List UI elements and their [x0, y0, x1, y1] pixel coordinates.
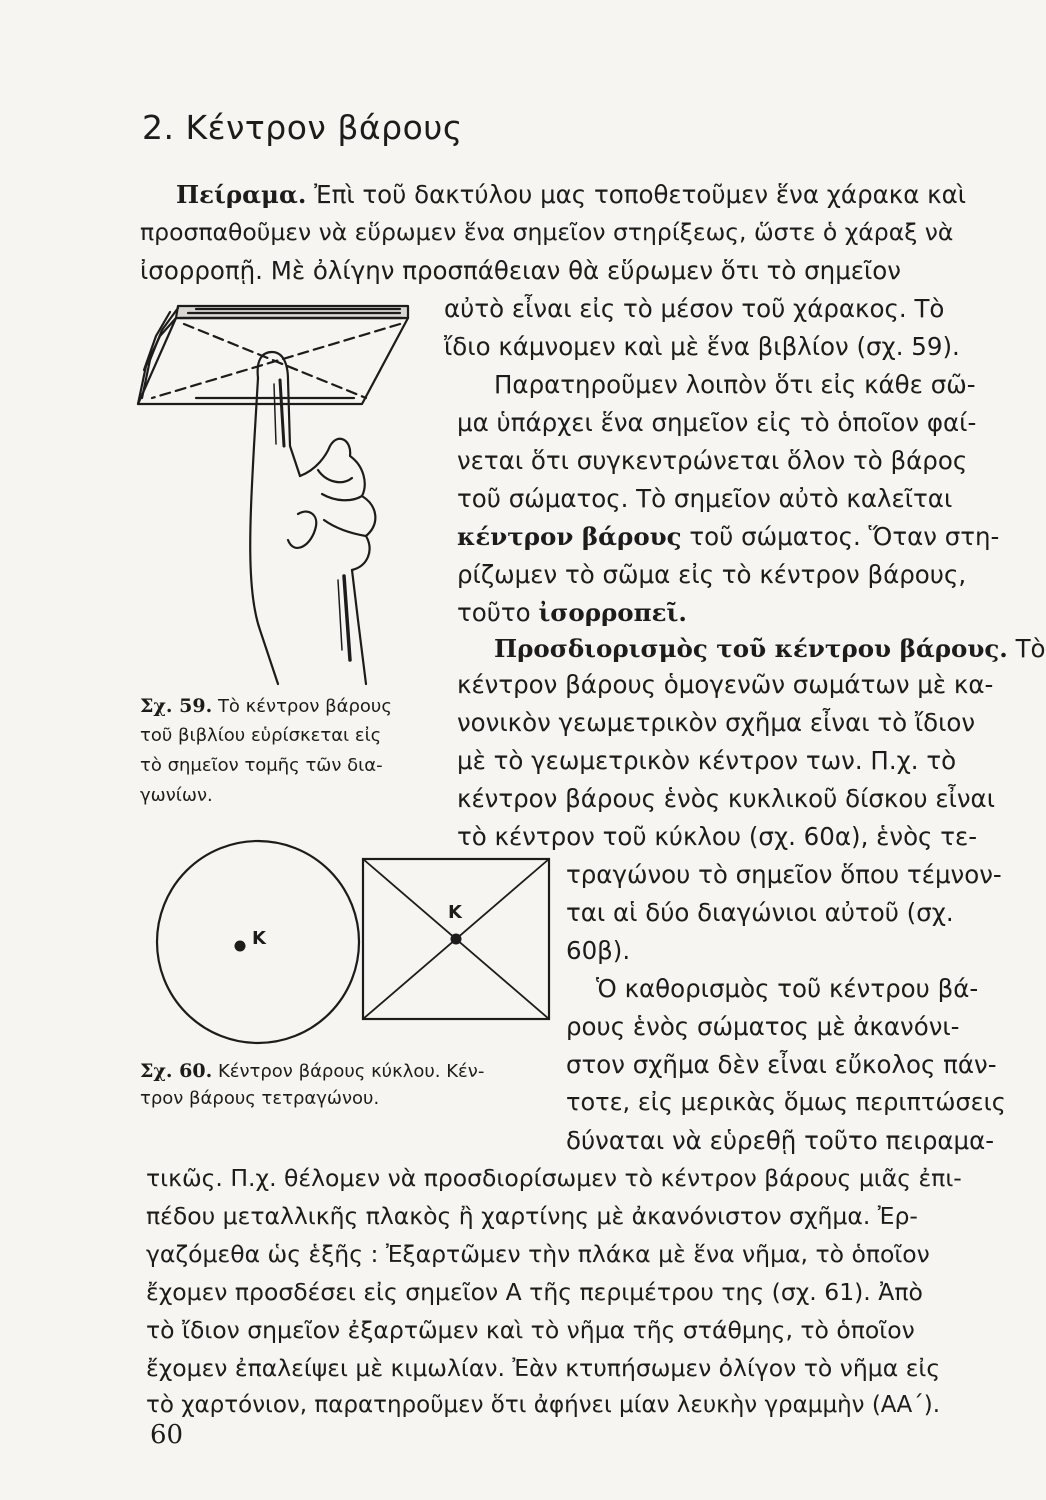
- figure-59-caption-line-4: γωνίων.: [140, 785, 213, 806]
- figure-60-caption-line-2: τρον βάρους τετραγώνου.: [140, 1088, 380, 1109]
- circle-center-point: [235, 941, 246, 952]
- determination-line-3: νονικὸν γεωμετρικὸν σχῆμα εἶναι τὸ ἴδιον: [457, 708, 976, 737]
- square-center-point: [451, 934, 462, 945]
- page-number: 60: [150, 1420, 184, 1450]
- figure-59-label: Σχ. 59.: [140, 695, 213, 717]
- determination-p2-line-1: Ὁ καθορισμὸς τοῦ κέντρου βά-: [596, 974, 979, 1003]
- circle-center-label: K: [252, 928, 266, 949]
- square-center-label: K: [448, 902, 462, 923]
- determination-p2-line-7: πέδου μεταλλικῆς πλακὸς ἢ χαρτίνης μὲ ἀκανόνιστον σχῆμα. Ἐρ-: [146, 1202, 918, 1230]
- determination-p2-line-9: ἔχομεν προσδέσει εἰς σημεῖον Α τῆς περιμέτρου της (σχ. 61). Ἀπὸ: [146, 1278, 923, 1306]
- figure-59-caption-line-3: τὸ σημεῖον τομῆς τῶν δια-: [140, 755, 383, 776]
- determination-line-9: 60β).: [566, 936, 631, 965]
- determination-p2-line-6: τικῶς. Π.χ. θέλομεν νὰ προσδιορίσωμεν τὸ κέντρον βάρους μιᾶς ἐπι-: [146, 1164, 962, 1192]
- determination-line-4: μὲ τὸ γεωμετρικὸν κέντρον των. Π.χ. τὸ: [457, 746, 957, 775]
- experiment-line-8: νεται ὅτι συγκεντρώνεται ὅλον τὸ βάρος: [457, 446, 968, 475]
- term-center-of-gravity: κέντρον βάρους: [457, 522, 682, 551]
- determination-text-1: Τὸ: [1007, 634, 1046, 663]
- experiment-label: Πείραμα.: [176, 180, 307, 209]
- figure-60-caption-line-1: [140, 1060, 484, 1082]
- determination-p2-line-11: ἔχομεν ἐπαλείψει μὲ κιμωλίαν. Ἐὰν κτυπήσωμεν ὀλίγον τὸ νῆμα εἰς: [146, 1354, 941, 1382]
- determination-label: Προσδιορισμὸς τοῦ κέντρου βάρους.: [494, 634, 1008, 663]
- experiment-line-2: προσπαθοῦμεν νὰ εὕρωμεν ἕνα σημεῖον στηρίξεως, ὥστε ὁ χάραξ νὰ: [140, 218, 954, 246]
- figure-60-label: Σχ. 60.: [140, 1060, 213, 1082]
- determination-p2-line-5: δύναται νὰ εὑρεθῇ τοῦτο πειραμα-: [566, 1126, 995, 1155]
- determination-p2-line-12: τὸ χαρτόνιον, παρατηροῦμεν ὅτι ἀφήνει μίαν λευκὴν γραμμὴν (ΑΑ΄).: [146, 1392, 941, 1418]
- experiment-line-9: τοῦ σώματος. Τὸ σημεῖον αὐτὸ καλεῖται: [457, 484, 953, 513]
- determination-line-7: τραγώνου τὸ σημεῖον ὅπου τέμνον-: [566, 860, 1002, 889]
- experiment-text-1: Ἐπὶ τοῦ δακτύλου μας τοποθετοῦμεν ἕνα χάρακα καὶ: [314, 180, 967, 209]
- determination-p2-line-2: ρους ἑνὸς σώματος μὲ ἀκανόνι-: [566, 1012, 960, 1041]
- experiment-text-10: τοῦ σώματος. Ὅταν στη-: [681, 522, 1000, 551]
- determination-line-2: κέντρον βάρους ὁμογενῶν σωμάτων μὲ κα-: [457, 670, 994, 699]
- experiment-line-4: αὐτὸ εἶναι εἰς τὸ μέσον τοῦ χάρακος. Τὸ: [444, 294, 945, 323]
- experiment-line-11: ρίζωμεν τὸ σῶμα εἰς τὸ κέντρον βάρους,: [457, 560, 967, 589]
- term-balances: ἰσορροπεῖ.: [538, 598, 687, 627]
- experiment-text-12: τοῦτο: [457, 598, 539, 627]
- figure-59-caption-line-2: τοῦ βιβλίου εὑρίσκεται εἰς: [140, 725, 382, 746]
- determination-line-8: ται αἱ δύο διαγώνιοι αὐτοῦ (σχ.: [566, 898, 954, 927]
- figure-60-caption-text-1: Κέντρον βάρους κύκλου. Κέν-: [212, 1061, 485, 1082]
- determination-line-6: τὸ κέντρον τοῦ κύκλου (σχ. 60α), ἑνὸς τε-: [457, 822, 978, 851]
- determination-p2-line-4: τοτε, εἰς μερικὰς ὅμως περιπτώσεις: [566, 1088, 1006, 1116]
- experiment-line-3: ἰσορροπῇ. Μὲ ὀλίγην προσπάθειαν θὰ εὕρωμεν ὅτι τὸ σημεῖον: [140, 256, 901, 285]
- section-title: 2. Κέντρον βάρους: [142, 108, 463, 147]
- determination-line-5: κέντρον βάρους ἑνὸς κυκλικοῦ δίσκου εἶναι: [457, 784, 995, 813]
- experiment-line-7: μα ὑπάρχει ἕνα σημεῖον εἰς τὸ ὁποῖον φαί-: [457, 408, 977, 437]
- determination-p2-line-3: στον σχῆμα δὲν εἶναι εὔκολος πάν-: [566, 1050, 997, 1079]
- determination-p2-line-8: γαζόμεθα ὡς ἑξῆς : Ἐξαρτῶμεν τὴν πλάκα μὲ ἕνα νῆμα, τὸ ὁποῖον: [146, 1240, 930, 1268]
- figure-59-caption-text-1: Τὸ κέντρον βάρους: [212, 696, 392, 717]
- determination-p2-line-10: τὸ ἴδιον σημεῖον ἐξαρτῶμεν καὶ τὸ νῆμα τῆς στάθμης, τὸ ὁποῖον: [146, 1316, 915, 1344]
- experiment-line-6: Παρατηροῦμεν λοιπὸν ὅτι εἰς κάθε σῶ-: [494, 370, 976, 399]
- experiment-line-5: ἴδιο κάμνομεν καὶ μὲ ἕνα βιβλίον (σχ. 59).: [444, 332, 960, 361]
